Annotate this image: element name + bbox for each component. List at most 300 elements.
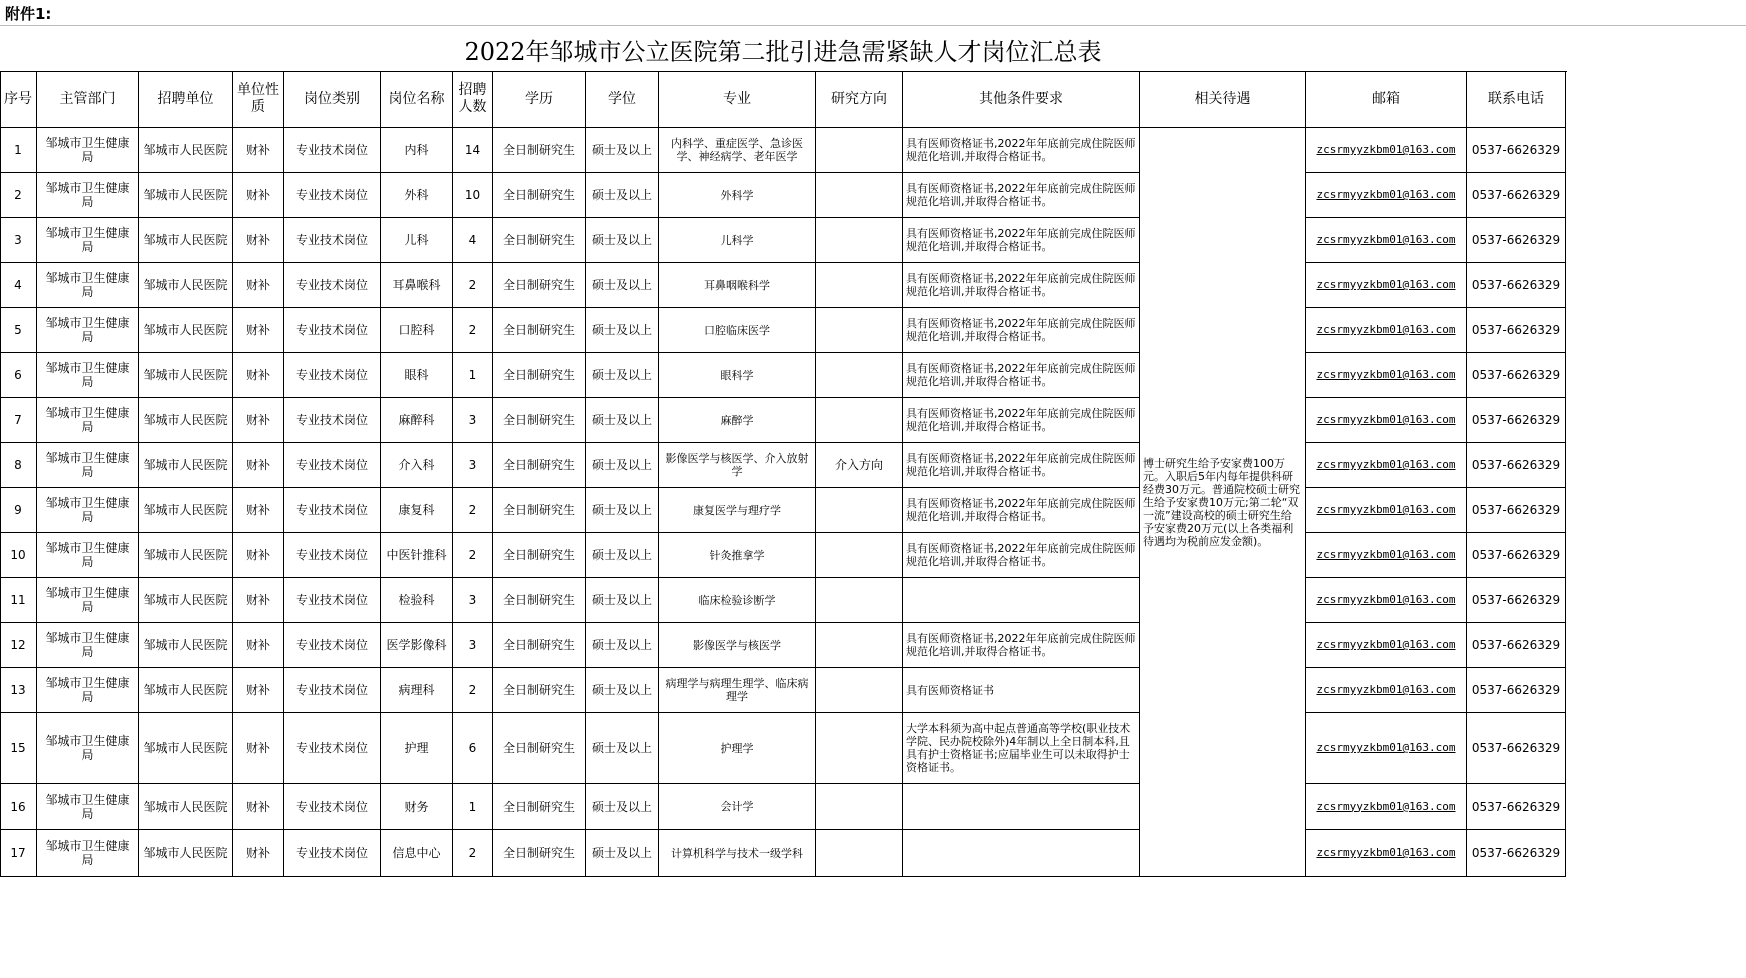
cell-email-text[interactable]: zcsrmyyzkbm01@163.com bbox=[1316, 143, 1456, 156]
cell-dept bbox=[37, 578, 139, 623]
cell-edu-text: 全日制研究生 bbox=[502, 143, 575, 157]
cell-degree-text: 硕士及以上 bbox=[591, 548, 652, 562]
cell-degree bbox=[586, 218, 659, 263]
cell-count-text: 2 bbox=[468, 278, 477, 292]
cell-research bbox=[816, 398, 903, 443]
cell-email bbox=[1306, 173, 1467, 218]
cell-unit-text: 邹城市人民医院 bbox=[143, 503, 228, 517]
cell-degree-text: 硕士及以上 bbox=[591, 799, 652, 814]
cell-phone bbox=[1467, 533, 1566, 578]
header-unit-text: 招聘单位 bbox=[157, 90, 214, 107]
cell-major bbox=[659, 784, 816, 830]
cell-degree bbox=[586, 398, 659, 443]
cell-phone bbox=[1467, 578, 1566, 623]
cell-count bbox=[453, 668, 493, 713]
cell-nature bbox=[233, 308, 284, 353]
cell-nature-text: 财补 bbox=[245, 638, 270, 652]
cell-phone-text: 0537-6626329 bbox=[1471, 638, 1561, 652]
cell-count-text: 1 bbox=[468, 799, 477, 814]
cell-phone bbox=[1467, 668, 1566, 713]
cell-seq-text: 13 bbox=[10, 683, 26, 697]
cell-edu bbox=[493, 353, 586, 398]
cell-post bbox=[381, 443, 453, 488]
cell-category-text: 专业技术岗位 bbox=[295, 503, 368, 517]
header-unit bbox=[139, 71, 233, 128]
cell-email-text[interactable]: zcsrmyyzkbm01@163.com bbox=[1316, 233, 1456, 246]
cell-research bbox=[816, 308, 903, 353]
cell-other-text: 具有医师资格证书,2022年年底前完成住院医师规范化培训,并取得合格证书。 bbox=[906, 272, 1136, 298]
header-post bbox=[381, 71, 453, 128]
cell-other-text: 具有医师资格证书,2022年年底前完成住院医师规范化培训,并取得合格证书。 bbox=[906, 497, 1136, 523]
cell-category bbox=[284, 398, 381, 443]
cell-dept bbox=[37, 713, 139, 784]
cell-research bbox=[816, 218, 903, 263]
cell-major bbox=[659, 578, 816, 623]
cell-category bbox=[284, 128, 381, 173]
cell-seq bbox=[0, 173, 37, 218]
cell-category-text: 专业技术岗位 bbox=[295, 323, 368, 337]
cell-research bbox=[816, 784, 903, 830]
cell-count bbox=[453, 398, 493, 443]
cell-degree bbox=[586, 533, 659, 578]
cell-email-text[interactable]: zcsrmyyzkbm01@163.com bbox=[1316, 741, 1456, 754]
cell-dept-text: 邹城市卫生健康局 bbox=[45, 631, 130, 659]
cell-dept bbox=[37, 784, 139, 830]
cell-major-text: 影像医学与核医学、介入放射学 bbox=[665, 452, 809, 478]
cell-count bbox=[453, 784, 493, 830]
cell-research bbox=[816, 263, 903, 308]
cell-dept-text: 邹城市卫生健康局 bbox=[45, 271, 130, 299]
cell-email-text[interactable]: zcsrmyyzkbm01@163.com bbox=[1316, 188, 1456, 201]
cell-count-text: 2 bbox=[468, 548, 477, 562]
cell-category-text: 专业技术岗位 bbox=[295, 799, 368, 814]
cell-post-text: 外科 bbox=[404, 188, 429, 202]
cell-category bbox=[284, 533, 381, 578]
cell-email-text[interactable]: zcsrmyyzkbm01@163.com bbox=[1316, 413, 1456, 426]
cell-category-text: 专业技术岗位 bbox=[295, 413, 368, 427]
cell-dept-text: 邹城市卫生健康局 bbox=[45, 496, 130, 524]
cell-unit bbox=[139, 533, 233, 578]
cell-email bbox=[1306, 218, 1467, 263]
cell-other-text: 具有医师资格证书,2022年年底前完成住院医师规范化培训,并取得合格证书。 bbox=[906, 407, 1136, 433]
cell-degree bbox=[586, 713, 659, 784]
cell-edu-text: 全日制研究生 bbox=[502, 188, 575, 202]
cell-count bbox=[453, 263, 493, 308]
cell-major bbox=[659, 623, 816, 668]
cell-edu-text: 全日制研究生 bbox=[502, 799, 575, 814]
cell-phone-text: 0537-6626329 bbox=[1471, 458, 1561, 472]
cell-seq bbox=[0, 308, 37, 353]
cell-major bbox=[659, 713, 816, 784]
cell-count-text: 3 bbox=[468, 593, 477, 607]
cell-degree bbox=[586, 830, 659, 877]
cell-post bbox=[381, 398, 453, 443]
header-count bbox=[453, 71, 493, 128]
cell-category-text: 专业技术岗位 bbox=[295, 278, 368, 292]
cell-major-text: 儿科学 bbox=[720, 233, 754, 247]
cell-dept-text: 邹城市卫生健康局 bbox=[45, 541, 130, 569]
cell-count-text: 3 bbox=[468, 638, 477, 652]
cell-nature bbox=[233, 443, 284, 488]
cell-dept bbox=[37, 443, 139, 488]
cell-edu bbox=[493, 668, 586, 713]
cell-dept bbox=[37, 488, 139, 533]
cell-seq-text: 9 bbox=[14, 503, 22, 517]
cell-post bbox=[381, 173, 453, 218]
cell-category bbox=[284, 784, 381, 830]
cell-nature bbox=[233, 488, 284, 533]
cell-edu-text: 全日制研究生 bbox=[502, 593, 575, 607]
cell-post-text: 耳鼻喉科 bbox=[392, 278, 441, 292]
cell-dept-text: 邹城市卫生健康局 bbox=[45, 586, 130, 614]
cell-category-text: 专业技术岗位 bbox=[295, 741, 368, 755]
cell-other-text: 具有医师资格证书,2022年年底前完成住院医师规范化培训,并取得合格证书。 bbox=[906, 317, 1136, 343]
cell-major-text: 影像医学与核医学 bbox=[693, 638, 781, 652]
cell-unit-text: 邹城市人民医院 bbox=[143, 548, 228, 562]
cell-edu-text: 全日制研究生 bbox=[502, 278, 575, 292]
cell-seq bbox=[0, 623, 37, 668]
cell-post bbox=[381, 668, 453, 713]
cell-edu-text: 全日制研究生 bbox=[502, 741, 575, 755]
cell-dept bbox=[37, 128, 139, 173]
cell-unit-text: 邹城市人民医院 bbox=[143, 846, 228, 860]
cell-category-text: 专业技术岗位 bbox=[295, 593, 368, 607]
cell-edu bbox=[493, 578, 586, 623]
cell-nature-text: 财补 bbox=[245, 323, 270, 337]
cell-research bbox=[816, 623, 903, 668]
cell-email-text[interactable]: zcsrmyyzkbm01@163.com bbox=[1316, 458, 1456, 471]
cell-dept bbox=[37, 353, 139, 398]
cell-phone-text: 0537-6626329 bbox=[1471, 683, 1561, 697]
cell-major bbox=[659, 173, 816, 218]
cell-phone-text: 0537-6626329 bbox=[1471, 278, 1561, 292]
cell-degree-text: 硕士及以上 bbox=[591, 143, 652, 157]
cell-other-text: 具有医师资格证书,2022年年底前完成住院医师规范化培训,并取得合格证书。 bbox=[906, 452, 1136, 478]
cell-dept-text: 邹城市卫生健康局 bbox=[45, 406, 130, 434]
cell-post bbox=[381, 488, 453, 533]
cell-major-text: 康复医学与理疗学 bbox=[693, 503, 781, 517]
cell-email bbox=[1306, 443, 1467, 488]
cell-count-text: 2 bbox=[468, 683, 477, 697]
cell-dept bbox=[37, 308, 139, 353]
cell-email-text[interactable]: zcsrmyyzkbm01@163.com bbox=[1316, 799, 1456, 813]
cell-post bbox=[381, 830, 453, 877]
cell-unit bbox=[139, 668, 233, 713]
cell-degree-text: 硕士及以上 bbox=[591, 458, 652, 472]
cell-phone-text: 0537-6626329 bbox=[1471, 503, 1561, 517]
cell-count bbox=[453, 488, 493, 533]
cell-category bbox=[284, 353, 381, 398]
cell-major bbox=[659, 308, 816, 353]
cell-category bbox=[284, 308, 381, 353]
cell-post-text: 检验科 bbox=[398, 593, 435, 607]
cell-email bbox=[1306, 578, 1467, 623]
cell-count bbox=[453, 830, 493, 877]
cell-edu bbox=[493, 713, 586, 784]
cell-phone-text: 0537-6626329 bbox=[1471, 368, 1561, 382]
header-category-text: 岗位类别 bbox=[304, 90, 360, 107]
cell-post bbox=[381, 713, 453, 784]
cell-research bbox=[816, 668, 903, 713]
cell-other bbox=[903, 830, 1140, 877]
cell-edu-text: 全日制研究生 bbox=[502, 638, 575, 652]
cell-email bbox=[1306, 263, 1467, 308]
page-title: 2022年邹城市公立医院第二批引进急需紧缺人才岗位汇总表 bbox=[464, 38, 1102, 66]
cell-email-text[interactable]: zcsrmyyzkbm01@163.com bbox=[1316, 503, 1456, 516]
cell-edu-text: 全日制研究生 bbox=[502, 458, 575, 472]
cell-dept bbox=[37, 398, 139, 443]
cell-edu bbox=[493, 308, 586, 353]
cell-edu-text: 全日制研究生 bbox=[502, 233, 575, 247]
cell-phone bbox=[1467, 713, 1566, 784]
cell-other-text: 具有医师资格证书 bbox=[906, 683, 994, 697]
cell-email bbox=[1306, 784, 1467, 830]
cell-degree-text: 硕士及以上 bbox=[591, 233, 652, 247]
cell-count bbox=[453, 128, 493, 173]
cell-post bbox=[381, 623, 453, 668]
header-edu-text: 学历 bbox=[525, 90, 553, 107]
cell-seq-text: 11 bbox=[10, 593, 26, 607]
cell-count bbox=[453, 713, 493, 784]
cell-degree bbox=[586, 263, 659, 308]
cell-major-text: 麻醉学 bbox=[720, 413, 754, 427]
cell-unit-text: 邹城市人民医院 bbox=[143, 593, 228, 607]
cell-other bbox=[903, 263, 1140, 308]
cell-seq-text: 17 bbox=[10, 846, 26, 860]
cell-phone bbox=[1467, 443, 1566, 488]
cell-phone-text: 0537-6626329 bbox=[1471, 143, 1561, 157]
cell-nature bbox=[233, 830, 284, 877]
cell-seq bbox=[0, 353, 37, 398]
cell-degree bbox=[586, 668, 659, 713]
cell-dept-text: 邹城市卫生健康局 bbox=[45, 316, 130, 344]
sheet-divider bbox=[0, 25, 1746, 26]
cell-post-text: 儿科 bbox=[404, 233, 429, 247]
cell-nature-text: 财补 bbox=[245, 846, 270, 860]
cell-email-text[interactable]: zcsrmyyzkbm01@163.com bbox=[1316, 638, 1456, 651]
cell-other-text: 具有医师资格证书,2022年年底前完成住院医师规范化培训,并取得合格证书。 bbox=[906, 182, 1136, 208]
cell-unit bbox=[139, 443, 233, 488]
header-degree bbox=[586, 71, 659, 128]
cell-degree-text: 硕士及以上 bbox=[591, 593, 652, 607]
cell-category bbox=[284, 443, 381, 488]
cell-other bbox=[903, 443, 1140, 488]
cell-seq-text: 16 bbox=[10, 799, 26, 814]
cell-seq bbox=[0, 533, 37, 578]
cell-other bbox=[903, 128, 1140, 173]
cell-email-text[interactable]: zcsrmyyzkbm01@163.com bbox=[1316, 368, 1456, 381]
cell-edu bbox=[493, 488, 586, 533]
cell-dept-text: 邹城市卫生健康局 bbox=[45, 839, 130, 867]
cell-degree-text: 硕士及以上 bbox=[591, 368, 652, 382]
cell-other bbox=[903, 173, 1140, 218]
cell-unit bbox=[139, 623, 233, 668]
cell-unit-text: 邹城市人民医院 bbox=[143, 368, 228, 382]
cell-post bbox=[381, 353, 453, 398]
cell-seq bbox=[0, 784, 37, 830]
cell-major bbox=[659, 353, 816, 398]
cell-degree bbox=[586, 578, 659, 623]
cell-edu-text: 全日制研究生 bbox=[502, 548, 575, 562]
cell-phone bbox=[1467, 488, 1566, 533]
header-dept-text: 主管部门 bbox=[59, 90, 116, 107]
cell-post bbox=[381, 578, 453, 623]
header-dept bbox=[37, 71, 139, 128]
cell-seq bbox=[0, 668, 37, 713]
cell-category-text: 专业技术岗位 bbox=[295, 458, 368, 472]
cell-degree bbox=[586, 173, 659, 218]
cell-major bbox=[659, 668, 816, 713]
cell-category-text: 专业技术岗位 bbox=[295, 368, 368, 382]
cell-nature-text: 财补 bbox=[245, 799, 270, 814]
cell-email-text[interactable]: zcsrmyyzkbm01@163.com bbox=[1316, 593, 1456, 606]
cell-seq-text: 12 bbox=[10, 638, 26, 652]
cell-count bbox=[453, 533, 493, 578]
cell-post-text: 病理科 bbox=[398, 683, 435, 697]
cell-major-text: 临床检验诊断学 bbox=[698, 593, 776, 607]
cell-dept bbox=[37, 533, 139, 578]
cell-other bbox=[903, 218, 1140, 263]
cell-email-text[interactable]: zcsrmyyzkbm01@163.com bbox=[1316, 846, 1456, 859]
cell-post-text: 信息中心 bbox=[392, 846, 441, 860]
cell-other bbox=[903, 668, 1140, 713]
cell-phone-text: 0537-6626329 bbox=[1471, 846, 1561, 860]
cell-research bbox=[816, 578, 903, 623]
cell-edu-text: 全日制研究生 bbox=[502, 413, 575, 427]
cell-phone bbox=[1467, 623, 1566, 668]
cell-seq bbox=[0, 398, 37, 443]
cell-email bbox=[1306, 830, 1467, 877]
cell-major-text: 针灸推拿学 bbox=[709, 548, 765, 562]
cell-dept-text: 邹城市卫生健康局 bbox=[45, 676, 130, 704]
cell-nature bbox=[233, 398, 284, 443]
cell-dept-text: 邹城市卫生健康局 bbox=[45, 181, 130, 209]
cell-nature-text: 财补 bbox=[245, 233, 270, 247]
cell-nature bbox=[233, 173, 284, 218]
cell-seq-text: 7 bbox=[14, 413, 22, 427]
cell-unit bbox=[139, 263, 233, 308]
cell-count bbox=[453, 443, 493, 488]
header-count-text: 招聘人数 bbox=[458, 82, 487, 115]
cell-seq bbox=[0, 578, 37, 623]
cell-count-text: 1 bbox=[468, 368, 477, 382]
cell-seq-text: 5 bbox=[14, 323, 22, 337]
header-email bbox=[1306, 71, 1467, 128]
cell-email bbox=[1306, 623, 1467, 668]
header-nature-text: 单位性质 bbox=[237, 82, 279, 115]
cell-phone bbox=[1467, 308, 1566, 353]
header-major-text: 专业 bbox=[723, 90, 751, 107]
cell-dept bbox=[37, 218, 139, 263]
cell-degree-text: 硕士及以上 bbox=[591, 323, 652, 337]
cell-nature-text: 财补 bbox=[245, 548, 270, 562]
header-seq-text: 序号 bbox=[4, 90, 32, 107]
cell-degree bbox=[586, 308, 659, 353]
cell-phone-text: 0537-6626329 bbox=[1471, 799, 1561, 814]
cell-email-text[interactable]: zcsrmyyzkbm01@163.com bbox=[1316, 278, 1456, 291]
cell-edu-text: 全日制研究生 bbox=[502, 323, 575, 337]
cell-dept-text: 邹城市卫生健康局 bbox=[45, 792, 130, 821]
cell-degree bbox=[586, 488, 659, 533]
cell-seq-text: 1 bbox=[14, 143, 22, 157]
cell-post bbox=[381, 308, 453, 353]
cell-email bbox=[1306, 668, 1467, 713]
cell-other bbox=[903, 713, 1140, 784]
cell-edu bbox=[493, 173, 586, 218]
cell-research bbox=[816, 830, 903, 877]
cell-post-text: 内科 bbox=[404, 143, 429, 157]
cell-other-text: 具有医师资格证书,2022年年底前完成住院医师规范化培训,并取得合格证书。 bbox=[906, 542, 1136, 568]
cell-category bbox=[284, 578, 381, 623]
cell-category-text: 专业技术岗位 bbox=[295, 143, 368, 157]
cell-benefits bbox=[1140, 128, 1306, 877]
cell-seq bbox=[0, 218, 37, 263]
cell-edu bbox=[493, 533, 586, 578]
cell-other-text: 具有医师资格证书,2022年年底前完成住院医师规范化培训,并取得合格证书。 bbox=[906, 362, 1136, 388]
cell-edu bbox=[493, 218, 586, 263]
cell-degree-text: 硕士及以上 bbox=[591, 278, 652, 292]
cell-nature bbox=[233, 533, 284, 578]
cell-email-text[interactable]: zcsrmyyzkbm01@163.com bbox=[1316, 323, 1456, 336]
cell-count bbox=[453, 308, 493, 353]
cell-unit bbox=[139, 398, 233, 443]
cell-phone bbox=[1467, 128, 1566, 173]
cell-count-text: 4 bbox=[468, 233, 477, 247]
cell-degree bbox=[586, 443, 659, 488]
cell-nature-text: 财补 bbox=[245, 368, 270, 382]
cell-dept bbox=[37, 668, 139, 713]
cell-count-text: 10 bbox=[464, 188, 481, 202]
cell-degree-text: 硕士及以上 bbox=[591, 683, 652, 697]
cell-phone bbox=[1467, 218, 1566, 263]
cell-email-text[interactable]: zcsrmyyzkbm01@163.com bbox=[1316, 683, 1456, 696]
cell-degree bbox=[586, 353, 659, 398]
cell-major bbox=[659, 443, 816, 488]
cell-unit bbox=[139, 578, 233, 623]
cell-nature bbox=[233, 668, 284, 713]
cell-count bbox=[453, 173, 493, 218]
cell-other-text: 具有医师资格证书,2022年年底前完成住院医师规范化培训,并取得合格证书。 bbox=[906, 137, 1136, 163]
cell-post bbox=[381, 128, 453, 173]
cell-major-text: 眼科学 bbox=[720, 368, 754, 382]
cell-phone-text: 0537-6626329 bbox=[1471, 233, 1561, 247]
cell-major-text: 护理学 bbox=[720, 741, 754, 755]
cell-post-text: 康复科 bbox=[398, 503, 435, 517]
cell-phone bbox=[1467, 173, 1566, 218]
cell-seq bbox=[0, 128, 37, 173]
cell-email-text[interactable]: zcsrmyyzkbm01@163.com bbox=[1316, 548, 1456, 561]
cell-edu bbox=[493, 128, 586, 173]
cell-count-text: 2 bbox=[468, 323, 477, 337]
cell-unit-text: 邹城市人民医院 bbox=[143, 413, 228, 427]
cell-seq-text: 2 bbox=[14, 188, 22, 202]
cell-degree-text: 硕士及以上 bbox=[591, 413, 652, 427]
cell-phone bbox=[1467, 353, 1566, 398]
cell-phone-text: 0537-6626329 bbox=[1471, 741, 1561, 755]
cell-dept-text: 邹城市卫生健康局 bbox=[45, 136, 130, 164]
cell-unit-text: 邹城市人民医院 bbox=[143, 278, 228, 292]
cell-category bbox=[284, 830, 381, 877]
header-research-text: 研究方向 bbox=[831, 90, 887, 107]
header-seq bbox=[0, 71, 37, 128]
cell-major bbox=[659, 218, 816, 263]
cell-nature bbox=[233, 218, 284, 263]
cell-other bbox=[903, 488, 1140, 533]
cell-unit bbox=[139, 308, 233, 353]
cell-unit-text: 邹城市人民医院 bbox=[143, 458, 228, 472]
cell-seq bbox=[0, 443, 37, 488]
cell-unit-text: 邹城市人民医院 bbox=[143, 799, 228, 814]
